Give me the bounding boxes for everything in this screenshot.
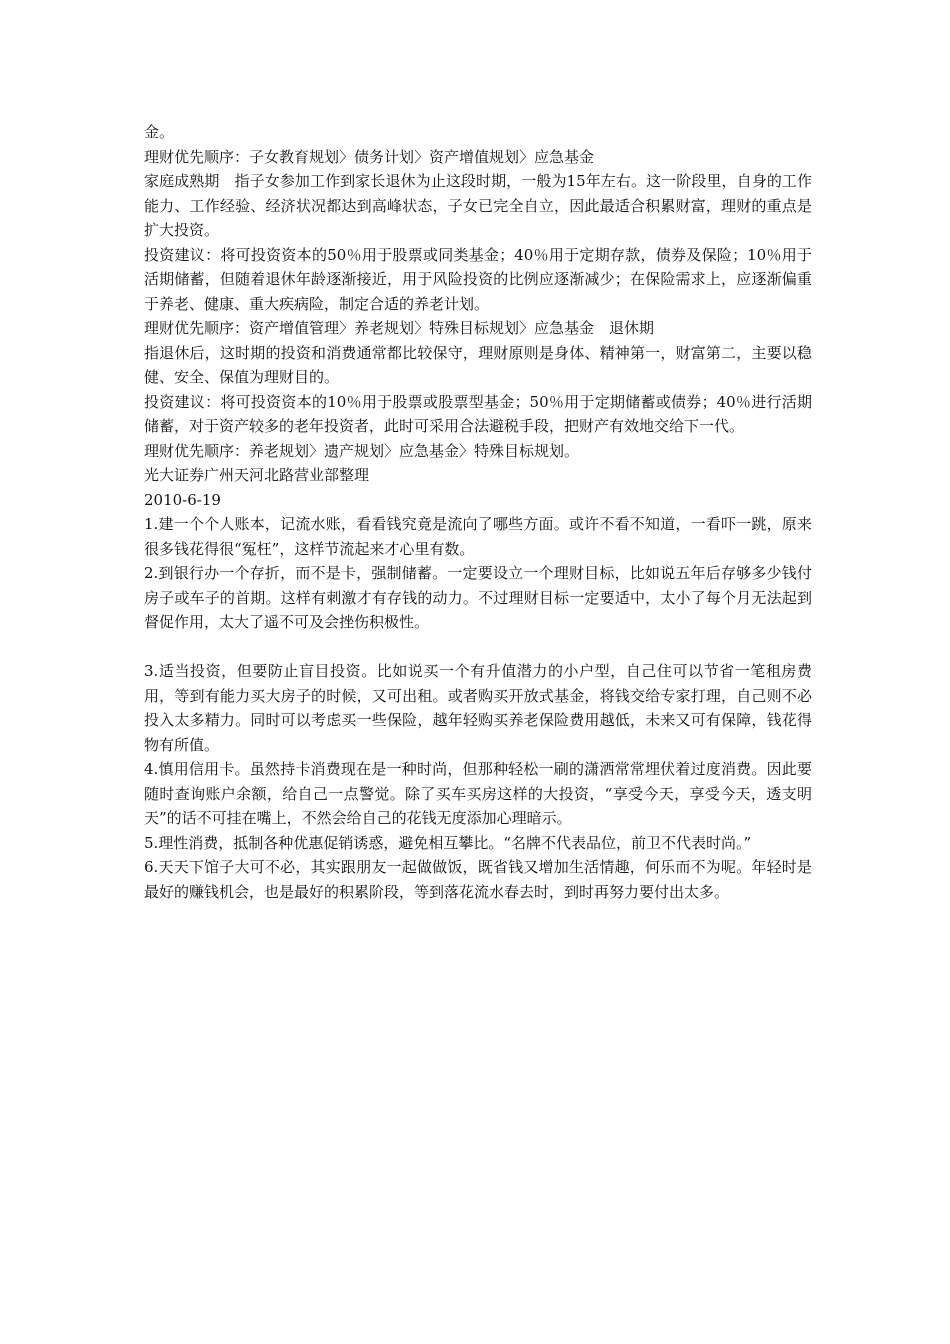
document-body [144,120,812,904]
blank-line [144,635,812,660]
paragraph-investment-advice-1: 投资建议：将可投资资本的50％用于股票或同类基金；40％用于定期存款，债券及保险；10％用于活期储蓄，但随着退休年龄逐渐接近，用于风险投资的比例应逐渐减少；在保险需求上，应逐渐偏重于养老、健康、重大疾病险，制定合适的养老计划。 [144,245,812,313]
paragraph-retirement-stage: 指退休后，这时期的投资和消费通常都比较保守，理财原则是身体、精神第一，财富第二，主要以稳健、安全、保值为理财目的。 [144,343,812,386]
paragraph-mature-stage: 家庭成熟期 指子女参加工作到家长退休为止这段时期，一般为15年左右。这一阶段里，自身的工作能力、工作经验、经济状况都达到高峰状态，子女已完全自立，因此最适合积累财富，理财的重点是扩大投资。 [144,172,812,239]
list-item-1: 1.建一个个人账本，记流水账，看看钱究竟是流向了哪些方面。或许不看不知道，一看吓一跳，原来很多钱花得很“冤枉”，这样节流起来才心里有数。 [144,515,812,558]
paragraph-priority-order-1: 理财优先顺序：子女教育规划〉债务计划〉资产增值规划〉应急基金 [144,147,595,166]
list-item-3: 3.适当投资，但要防止盲目投资。比如说买一个有升值潜力的小户型，自己住可以节省一笔租房费用，等到有能力买大房子的时候，又可出租。或者购买开放式基金，将钱交给专家打理，自己则不必投入太多精力。同时可以考虑买一些保险，越年轻购买养老保险费用越低，未来又可有保障，钱花得物有所值。 [144,662,812,754]
paragraph-investment-advice-2: 投资建议：将可投资资本的10％用于股票或股票型基金；50％用于定期储蓄或债券；40％进行活期储蓄，对于资产较多的老年投资者，此时可采用合法避税手段，把财产有效地交给下一代。 [144,392,812,435]
paragraph-continuation: 金。 [144,123,175,141]
list-item-2: 2.到银行办一个存折，而不是卡，强制储蓄。一定要设立一个理财目标，比如说五年后存够多少钱付房子或车子的首期。这样有刺激才有存钱的动力。不过理财目标一定要适中，太小了每个月无法起到督促作用，太大了遥不可及会挫伤积极性。 [144,564,812,631]
paragraph-source: 光大证券广州天河北路营业部整理 [144,466,370,484]
list-item-6: 6.天天下馆子大可不必，其实跟朋友一起做做饭，既省钱又增加生活情趣，何乐而不为呢。年轻时是最好的赚钱机会，也是最好的积累阶段，等到落花流水春去时，到时再努力要付出太多。 [144,858,812,901]
paragraph-priority-order-3: 理财优先顺序：养老规划〉遗产规划〉应急基金〉特殊目标规划。 [144,441,580,460]
paragraph-date: 2010-6-19 [144,490,221,509]
paragraph-priority-order-2: 理财优先顺序：资产增值管理〉养老规划〉特殊目标规划〉应急基金 退休期 [144,319,655,337]
list-item-5: 5.理性消费，抵制各种优惠促销诱惑，避免相互攀比。“名牌不代表品位，前卫不代表时尚。” [144,833,752,852]
list-item-4: 4.慎用信用卡。虽然持卡消费现在是一种时尚，但那种轻松一刷的潇洒常常埋伏着过度消费。因此要随时查询账户余额，给自己一点警觉。除了买车买房这样的大投资，“享受今天，享受今天，透支明天”的话不可挂在嘴上，不然会给自己的花钱无度添加心理暗示。 [144,760,812,827]
